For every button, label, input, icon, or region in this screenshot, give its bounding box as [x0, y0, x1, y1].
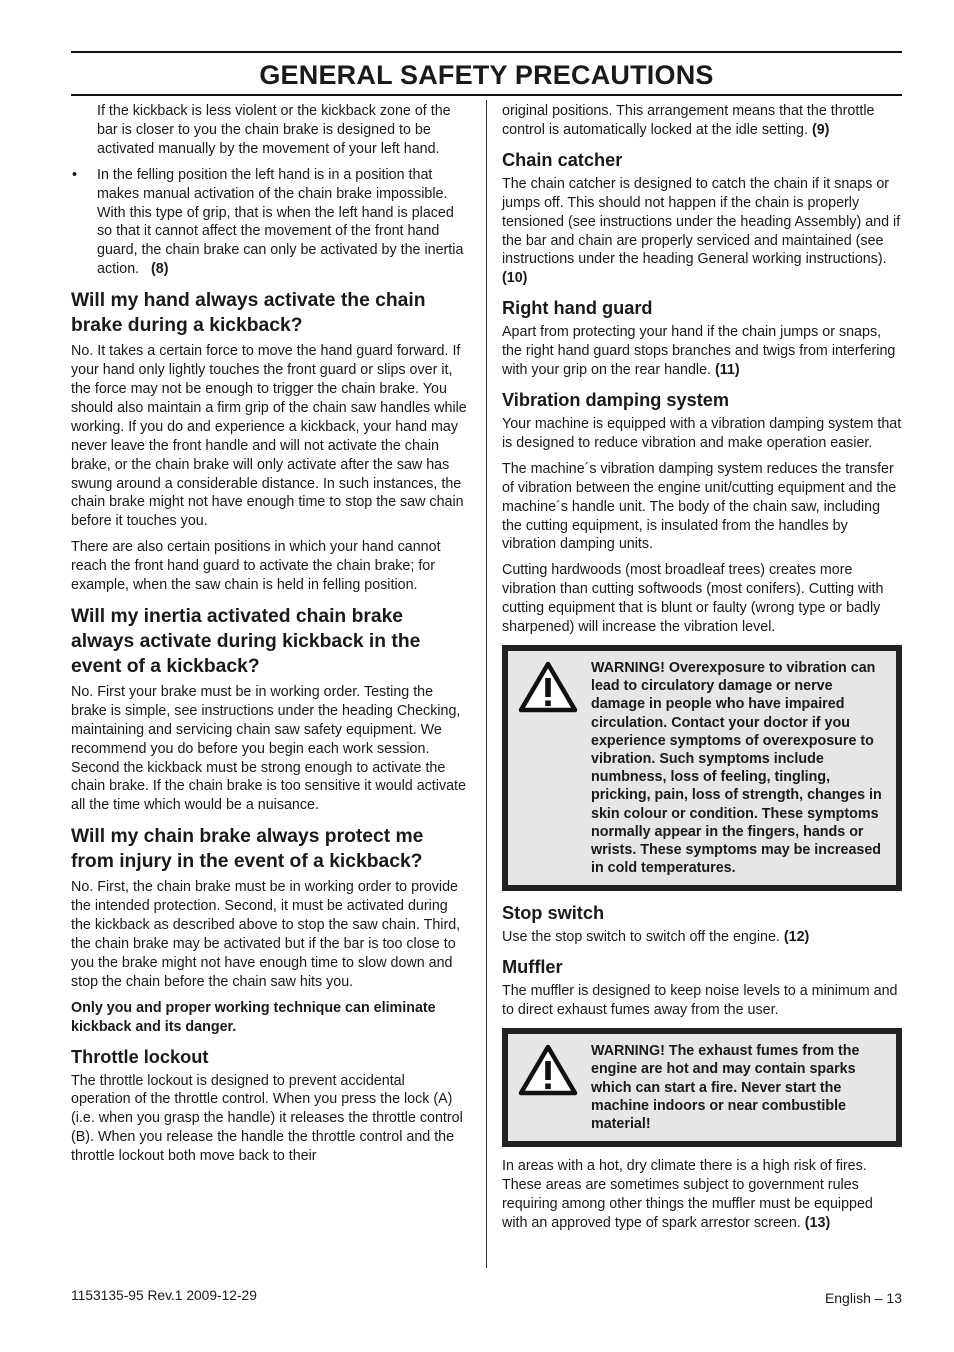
top-rule: [71, 51, 902, 53]
paragraph-stop-switch: [502, 928, 902, 947]
paragraph-throttle-lockout: The throttle lockout is designed to prevent accidental operation of the throttle control. When you press the lock (A) (i.e. when you grasp the handle) it releases the throttle control (B). When you release the handle the throttle control and the throttle lockout both move back to their: [71, 1072, 463, 1165]
paragraph-fire-risk: [502, 1157, 902, 1233]
paragraph-throttle-cont: [502, 102, 902, 140]
paragraph-inertia-brake: No. First your brake must be in working order. Testing the brake is simple, see instructions under the heading Checking, maintaining and servicing chain saw safety equipment. We recommend you do before you begin each work session. Second the kickback must be strong enough to activate the chain brake. If the chain brake is too sensitive it would activate all the time which would be a nuisance.: [71, 683, 466, 814]
stop-switch-text: Use the stop switch to switch off the engine.: [502, 929, 780, 946]
fire-risk-text: In areas with a hot, dry climate there is a high risk of fires. These areas are sometimes subject to government rules requiring among other things the muffler must be equipped with an approved type of spark arrestor screen.: [502, 1158, 873, 1231]
paragraph-vibration-1: Your machine is equipped with a vibration damping system that is designed to reduce vibration and make operation easier.: [502, 415, 902, 451]
paragraph-positions: There are also certain positions in which your hand cannot reach the front hand guard to activate the chain brake; for example, when the saw chain is held in felling position.: [71, 539, 441, 594]
throttle-cont-text: original positions. This arrangement means that the throttle control is automatically locked at the idle setting.: [502, 103, 875, 138]
heading-inertia-brake: Will my inertia activated chain brake always activate during kickback in the event of a kickback?: [71, 605, 421, 677]
paragraph-hand-activate: No. It takes a certain force to move the hand guard forward. If your hand only lightly touches the front guard or slips over it, the force may not be enough to trigger the chain brake. You should also maintain a firm grip of the chain saw handles while working. If you do and experience a kickback, your hand may never leave the front handle and will not activate the chain brake, or the chain brake will only activate after the saw has swung around a considerable distance. In such instances, the chain brake might not have enough time to stop the saw chain before it touches you.: [71, 343, 467, 530]
figure-ref: (8): [151, 261, 169, 278]
bullet-item: [71, 166, 468, 279]
heading-brake-protect: Will my chain brake always protect me from injury in the event of a kickback?: [71, 826, 424, 873]
paragraph-muffler: The muffler is designed to keep noise levels to a minimum and to direct exhaust fumes away from the user.: [502, 983, 898, 1019]
heading-hand-activate: Will my hand always activate the chain brake during a kickback?: [71, 290, 426, 337]
figure-ref: (10): [502, 270, 528, 287]
warning-box-exhaust: [502, 1028, 902, 1147]
paragraph-chain-catcher: [502, 175, 902, 288]
warning-box-vibration: [502, 645, 902, 891]
intro-paragraph: If the kickback is less violent or the kickback zone of the bar is closer to you the chain brake is designed to be activated manually by the movement of your left hand.: [97, 103, 451, 157]
warning-triangle-icon: [518, 661, 578, 713]
bullet-dot: •: [72, 166, 78, 183]
warning-text-exhaust: WARNING! The exhaust fumes from the engine are hot and may contain sparks which can start a fire. Never start the machine indoors or near combustible material!: [591, 1043, 860, 1132]
heading-muffler: Muffler: [502, 957, 563, 978]
right-column: [502, 102, 902, 1240]
left-column: [71, 102, 468, 1173]
right-guard-text: Apart from protecting your hand if the chain jumps or snaps, the right hand guard stops branches and twigs from interfering with your grip on the rear handle.: [502, 324, 896, 379]
figure-ref: (11): [715, 362, 740, 379]
warning-triangle-icon: [518, 1044, 578, 1096]
heading-chain-catcher: Chain catcher: [502, 149, 623, 170]
warning-text-vibration: WARNING! Overexposure to vibration can lead to circulatory damage or nerve damage in people who have impaired circulation. Contact your doctor if you experience symptoms of overexposure to vibration. Such symptoms include numbness, loss of feeling, tingling, pricking, pain, loss of strength, changes in skin colour or condition. These symptoms normally appear in the fingers, hands or wrists. These symptoms may be increased in cold temperatures.: [591, 659, 882, 877]
figure-ref: (9): [811, 121, 830, 138]
heading-throttle-lockout: Throttle lockout: [71, 1046, 209, 1067]
column-divider: [486, 100, 487, 1268]
title-rule: [71, 94, 902, 96]
chain-catcher-text: The chain catcher is designed to catch the chain if it snaps or jumps off. This should not happen if the chain is properly tensioned (see instructions under the heading Assembly) and if the bar and chain are properly serviced and maintained (see instructions under the heading General working instructions).: [502, 175, 901, 268]
paragraph-brake-protect: No. First, the chain brake must be in working order to provide the intended protection. Second, it must be activated during the kickback as described above to stop the saw chain. Third, the chain brake may be activated but if the bar is too close to you the brake might not have enough time to slow down and stop the chain before the chain saw hits you.: [71, 879, 461, 990]
heading-vibration: Vibration damping system: [502, 389, 730, 410]
bullet-text: In the felling position the left hand is in a position that makes manual activation of the chain brake impossible. With this type of grip, that is when the left hand is placed so that it cannot affect the movement of the front hand guard, the chain brake can only be activated by the inertia action.: [97, 166, 464, 278]
document-id: 1153135-95 Rev.1 2009-12-29: [71, 1288, 257, 1303]
page-number: English – 13: [824, 1290, 902, 1306]
paragraph-vibration-2: The machine´s vibration damping system reduces the transfer of vibration between the engine unit/cutting equipment and the machine´s handle unit. The body of the chain saw, including the cutting equipment, is insulated from the handles by vibration damping units.: [502, 460, 897, 553]
paragraph-vibration-3: Cutting hardwoods (most broadleaf trees) creates more vibration than cutting softwoods (most conifers). Cutting with cutting equipment that is blunt or faulty (wrong type or badly sharpened) will increase the vibration level.: [502, 562, 884, 636]
heading-stop-switch: Stop switch: [502, 903, 605, 924]
figure-ref: (13): [804, 1214, 831, 1231]
heading-right-hand-guard: Right hand guard: [502, 298, 653, 319]
paragraph-right-hand-guard: [502, 323, 902, 380]
figure-ref: (12): [783, 929, 810, 946]
page-title: GENERAL SAFETY PRECAUTIONS: [259, 60, 714, 90]
paragraph-technique: Only you and proper working technique can eliminate kickback and its danger.: [71, 999, 436, 1035]
